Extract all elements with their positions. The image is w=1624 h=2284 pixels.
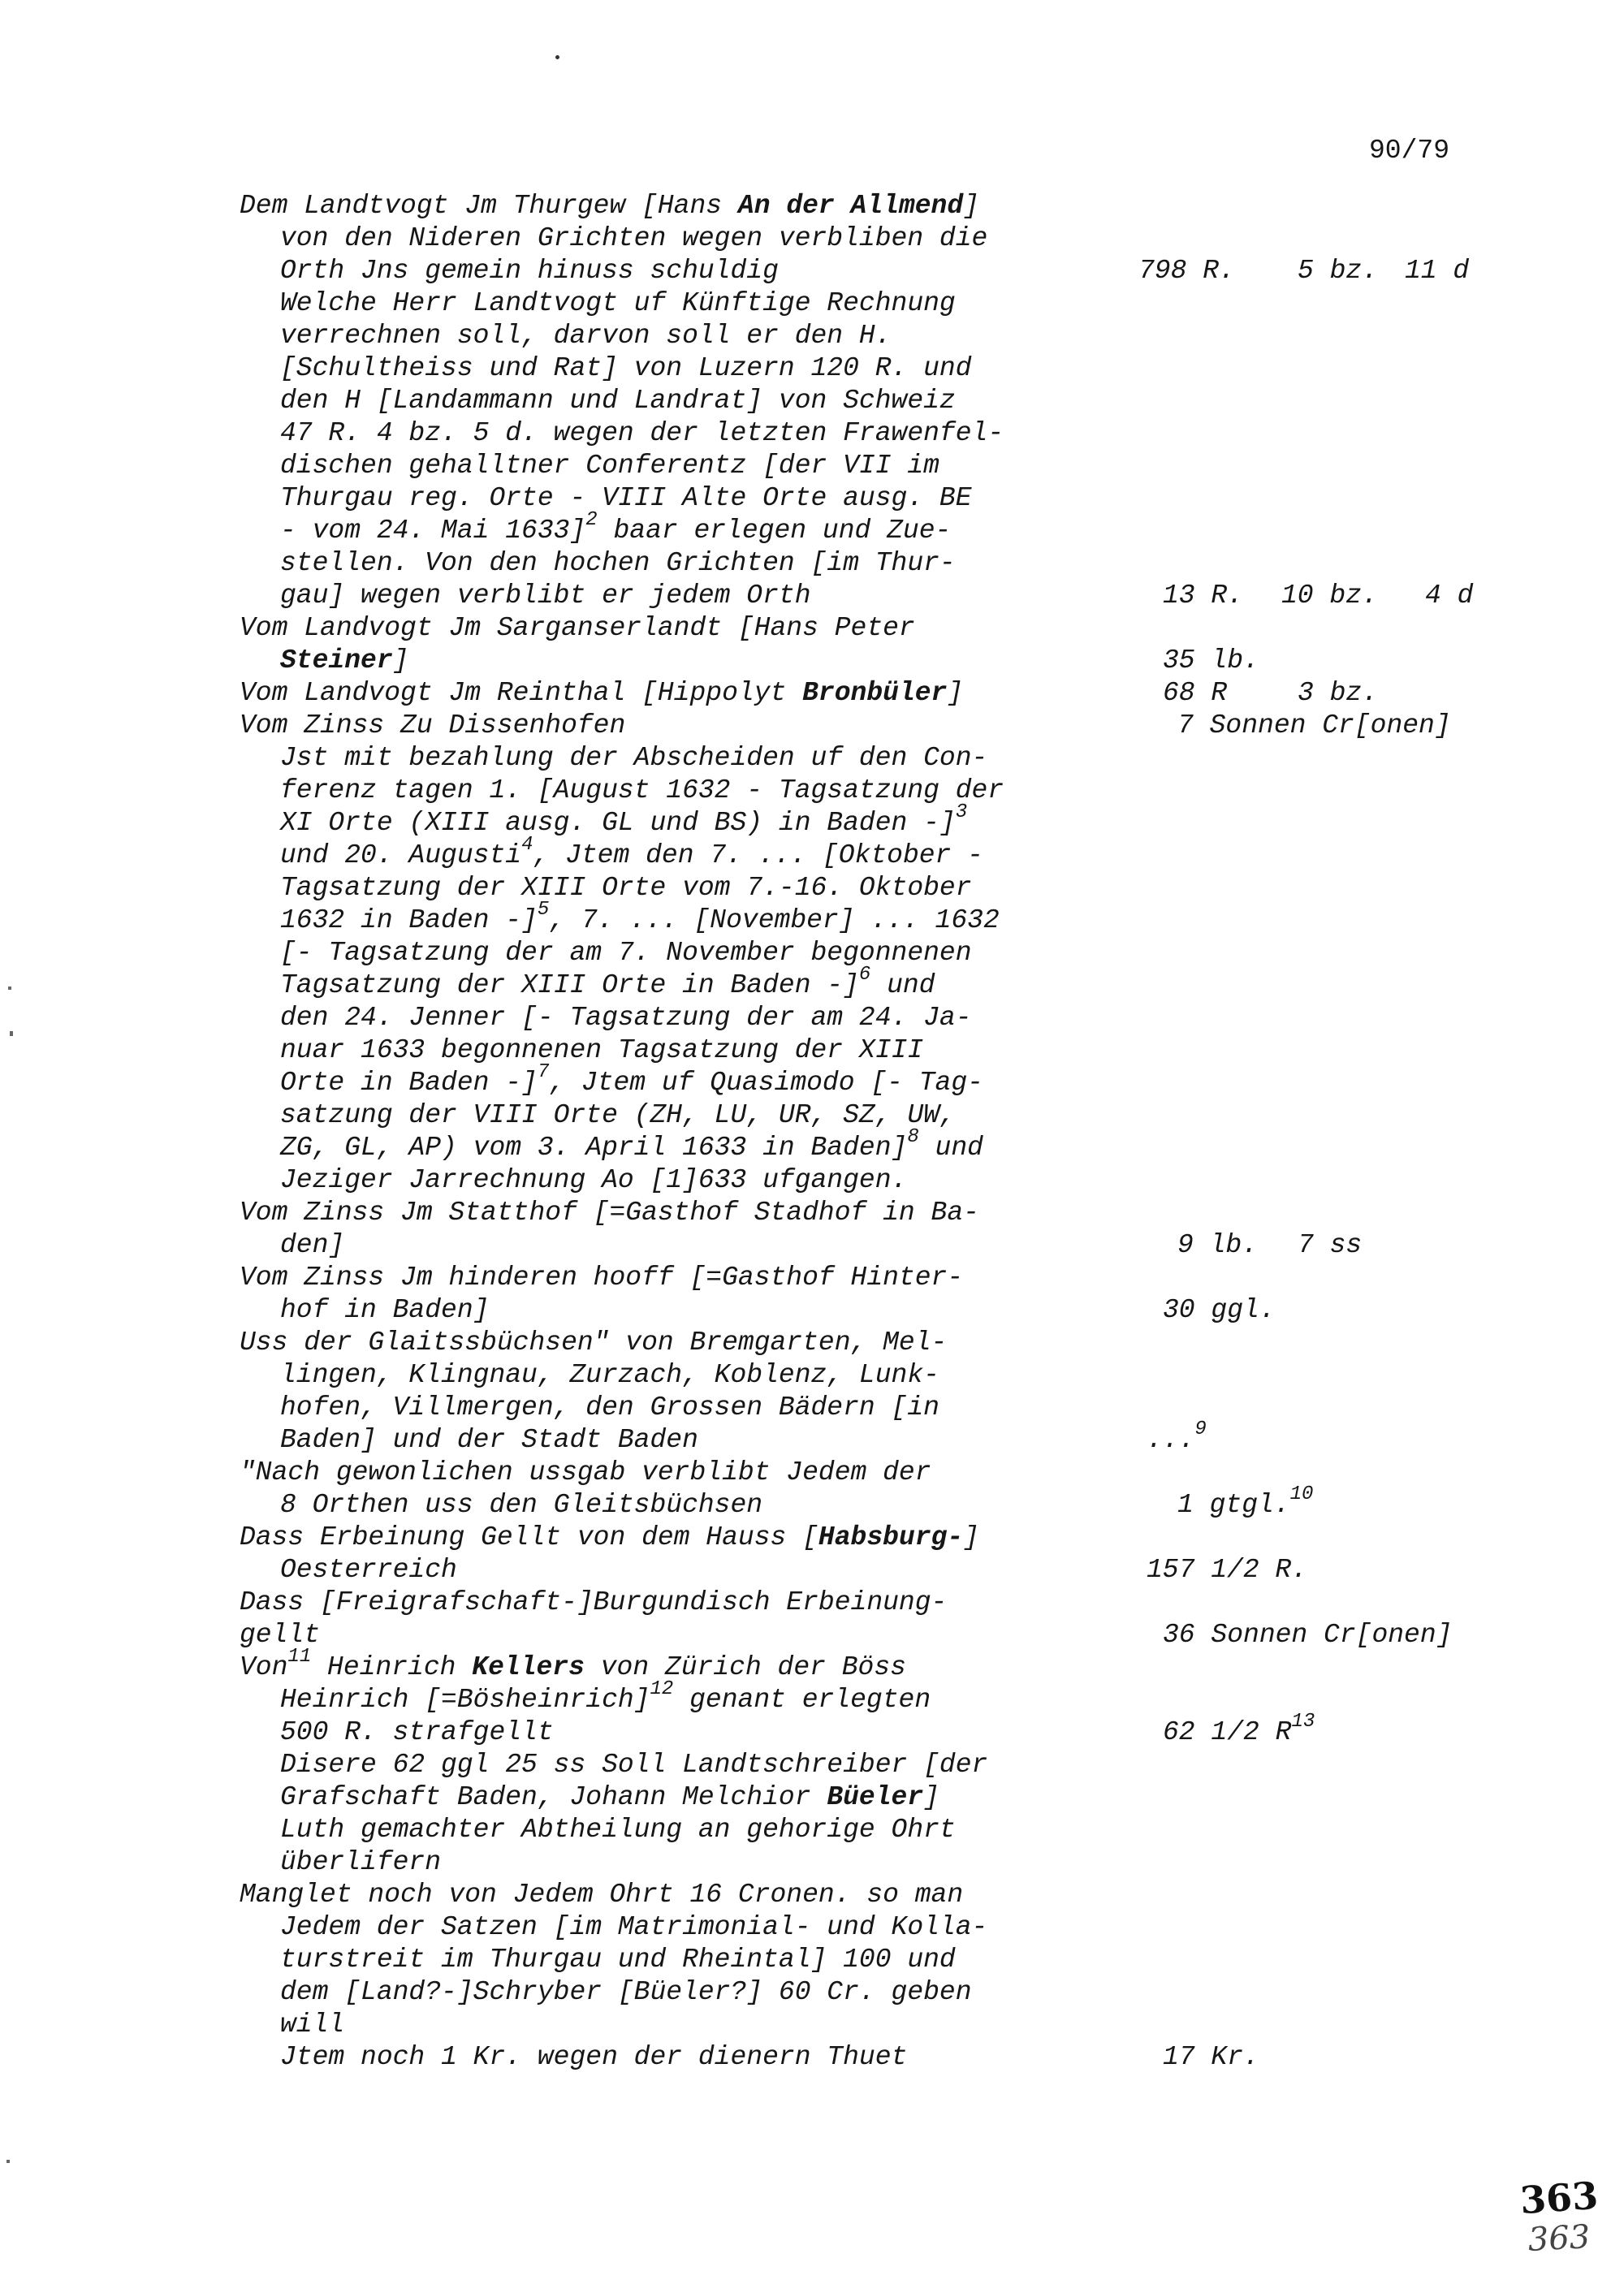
ledger-line: [0, 1457, 1624, 1489]
ledger-line-text: [240, 1587, 947, 1619]
text-run: turstreit im Thurgau und Rheintal] 100 und: [280, 1945, 956, 1975]
text-run: Welche Herr Landtvogt uf Künftige Rechnung: [280, 288, 956, 318]
ledger-line-text: [240, 1262, 963, 1294]
ledger-line: [0, 899, 1624, 937]
footnote-marker: 9: [1194, 1418, 1207, 1440]
ledger-line: [0, 352, 1624, 385]
text-run: Dem Landtvogt Jm Thurgew [Hans: [240, 191, 738, 221]
ledger-line-text: [280, 287, 956, 320]
text-run: Vom Landvogt Jm Sarganserlandt [Hans Peter: [240, 613, 915, 643]
amount-value: 7 Sonnen Cr[onen]: [1177, 710, 1451, 740]
ledger-line-text: [240, 710, 625, 742]
amount-value: 3 bz.: [1298, 678, 1379, 708]
bold-name: Kellers: [472, 1652, 585, 1682]
text-run: und: [918, 1133, 983, 1163]
footnote-marker: 13: [1291, 1711, 1315, 1733]
ledger-line-text: [280, 1781, 939, 1814]
amount-cell: [1298, 255, 1378, 287]
ledger-line: [0, 775, 1624, 807]
text-run: 1632 in Baden -]: [280, 905, 538, 935]
ledger-line-text: [280, 1944, 956, 1976]
text-run: Manglet noch von Jedem Ohrt 16 Cronen. so man: [240, 1880, 964, 1910]
text-run: baar erlegen und Zue-: [597, 516, 952, 546]
ledger-line: [0, 964, 1624, 1002]
ledger-line-text: [280, 1061, 983, 1099]
ledger-line-text: [280, 352, 972, 385]
text-run: überlifern: [280, 1847, 442, 1877]
text-run: ]: [392, 645, 409, 676]
bold-name: Büeler: [827, 1782, 924, 1812]
amount-value: 35 lb.: [1163, 645, 1259, 676]
bold-name: Steiner: [280, 645, 393, 676]
ledger-line: [0, 1099, 1624, 1132]
ledger-line: [0, 1678, 1624, 1716]
amount-cell: [1147, 1418, 1207, 1457]
text-run: satzung der VIII Orte (ZH, LU, UR, SZ, UW,: [280, 1100, 956, 1130]
margin-speck: [6, 2160, 10, 2163]
amount-value: 10 bz.: [1281, 581, 1378, 611]
text-run: ZG, GL, AP) vom 3. April 1633 in Baden]: [280, 1133, 908, 1163]
text-run: Tagsatzung der XIII Orte vom 7.-16. Oktober: [280, 873, 972, 903]
text-run: dischen gehalltner Conferentz [der VII im: [280, 451, 939, 481]
text-run: nuar 1633 begonnenen Tagsatzung der XIII: [280, 1035, 924, 1065]
ledger-line: [0, 1418, 1624, 1457]
ledger-line: [0, 255, 1624, 287]
text-run: hof in Baden]: [280, 1295, 490, 1325]
amount-cell: [1425, 580, 1473, 612]
text-run: verrechnen soll, darvon soll er den H.: [280, 321, 892, 351]
ledger-line: [0, 1126, 1624, 1164]
ledger-line: [0, 1587, 1624, 1619]
ledger-line-text: [280, 1814, 956, 1846]
text-run: lingen, Klingnau, Zurzach, Koblenz, Lunk-: [280, 1360, 939, 1390]
amount-cell: [1405, 255, 1469, 287]
text-run: ]: [947, 678, 964, 708]
amount-cell: [1177, 710, 1451, 742]
ledger-line: [0, 1911, 1624, 1944]
text-run: [- Tagsatzung der am 7. November begonnenen: [280, 938, 972, 968]
amount-value: 7 ss: [1298, 1230, 1363, 1260]
ledger-line-text: [240, 1522, 979, 1554]
text-run: Thurgau reg. Orte - VIII Alte Orte ausg. BE: [280, 483, 972, 513]
ledger-line-text: [280, 1126, 983, 1164]
ledger-line: [0, 1197, 1624, 1229]
footnote-marker: 4: [521, 834, 533, 856]
text-run: Orte in Baden -]: [280, 1068, 538, 1098]
ledger-line-text: [280, 801, 968, 840]
ledger-line-text: [240, 1457, 931, 1489]
text-run: den 24. Jenner [- Tagsatzung der am 24. Ja-: [280, 1003, 972, 1033]
text-run: und: [870, 970, 935, 1000]
text-run: , Jtem den 7. ... [Oktober -: [533, 840, 983, 870]
ledger-line: [0, 1002, 1624, 1034]
text-run: XI Orte (XIII ausg. GL und BS) in Baden -]: [280, 808, 956, 838]
ledger-line-text: [280, 1749, 987, 1781]
ledger-line: [0, 801, 1624, 840]
text-run: den H [Landammann und Landrat] von Schweiz: [280, 386, 956, 416]
ledger-line: [0, 1976, 1624, 2009]
ledger-line: [0, 1749, 1624, 1781]
ledger-line: [0, 547, 1624, 580]
ledger-line: [0, 1619, 1624, 1651]
text-run: Jtem noch 1 Kr. wegen der dienern Thuet: [280, 2042, 908, 2072]
handwritten-page-number: 363: [1518, 2173, 1600, 2223]
amount-value: 30 ggl.: [1163, 1295, 1276, 1325]
ledger-line-text: [280, 547, 956, 580]
ledger-line: [0, 320, 1624, 352]
ledger-line: [0, 834, 1624, 872]
bold-name: Bronbüler: [802, 678, 948, 708]
ledger-line: [0, 1392, 1624, 1424]
ledger-line-text: [280, 1164, 907, 1197]
text-run: 47 R. 4 bz. 5 d. wegen der letzten Frawenfel-: [280, 418, 1004, 448]
ledger-line-text: [240, 1327, 947, 1359]
text-run: Disere 62 ggl 25 ss Soll Landtschreiber [der: [280, 1750, 988, 1780]
ledger-line: [0, 580, 1624, 612]
ledger-line-text: [280, 509, 952, 547]
ledger-line-text: [280, 1392, 939, 1424]
amount-value: 157 1/2 R.: [1147, 1555, 1308, 1585]
ledger-line-text: [280, 1359, 939, 1392]
text-run: Baden] und der Stadt Baden: [280, 1425, 698, 1455]
amount-value: 62 1/2 R: [1163, 1717, 1292, 1747]
ledger-line: [0, 1359, 1624, 1392]
text-run: Dass [Freigrafschaft-]Burgundisch Erbeinung-: [240, 1587, 948, 1617]
ledger-line: [0, 1483, 1624, 1522]
amount-cell: [1281, 580, 1378, 612]
ledger-line-text: [280, 1846, 441, 1879]
ledger-line-text: [280, 417, 1004, 450]
text-run: Jst mit bezahlung der Abscheiden uf den Con-: [280, 743, 988, 773]
ledger-line-text: [280, 872, 972, 905]
ledger-line: [0, 1522, 1624, 1554]
ledger-line-text: [240, 1879, 963, 1911]
amount-value: 68 R: [1163, 678, 1228, 708]
text-run: ]: [963, 191, 979, 221]
text-run: von den Nideren Grichten wegen verbliben die: [280, 223, 988, 253]
ledger-line: [0, 645, 1624, 677]
ledger-line-text: [280, 1678, 931, 1716]
ledger-line-text: [280, 385, 956, 417]
amount-cell: [1163, 1619, 1452, 1651]
ledger-line: [0, 222, 1624, 255]
ledger-line: [0, 1846, 1624, 1879]
amount-cell: [1163, 677, 1227, 710]
amount-value: 5 bz.: [1298, 256, 1379, 286]
handwritten-pencil-number: 363: [1527, 2218, 1592, 2259]
text-run: Jedem der Satzen [im Matrimonial- und Kolla-: [280, 1912, 988, 1942]
amount-cell: [1163, 1711, 1315, 1749]
ledger-line: [0, 1646, 1624, 1684]
ledger-line-text: [280, 1294, 489, 1327]
text-run: hofen, Villmergen, den Grossen Bädern [in: [280, 1392, 939, 1423]
footnote-marker: 6: [858, 964, 871, 986]
ledger-line-text: [280, 222, 987, 255]
ledger-line: [0, 872, 1624, 905]
text-run: 8 Orthen uss den Gleitsbüchsen: [280, 1490, 763, 1520]
ledger-line: [0, 482, 1624, 515]
ink-dot: [555, 55, 559, 59]
ledger-line: [0, 677, 1624, 710]
text-run: dem [Land?-]Schryber [Büeler?] 60 Cr. geben: [280, 1977, 972, 2007]
text-run: will: [280, 2010, 345, 2040]
ledger-line: [0, 509, 1624, 547]
amount-value: 4 d: [1425, 581, 1474, 611]
amount-cell: [1138, 255, 1235, 287]
ledger-line: [0, 612, 1624, 645]
text-run: ferenz tagen 1. [August 1632 - Tagsatzung der: [280, 775, 1004, 805]
amount-cell: [1147, 1554, 1307, 1587]
footnote-marker: 12: [650, 1678, 674, 1700]
ledger-line-text: [240, 677, 963, 710]
amount-cell: [1298, 1229, 1362, 1262]
amount-value: 798 R.: [1138, 256, 1235, 286]
ledger-line: [0, 287, 1624, 320]
text-run: den]: [280, 1230, 345, 1260]
ledger-line: [0, 1711, 1624, 1749]
ledger-line-text: [280, 580, 811, 612]
text-run: ]: [963, 1522, 979, 1552]
ledger-line: [0, 937, 1624, 969]
footnote-marker: 10: [1289, 1483, 1314, 1505]
amount-cell: [1163, 645, 1259, 677]
page-number: 90/79: [1369, 136, 1450, 166]
text-run: Vom Landvogt Jm Reinthal [Hippolyt: [240, 678, 803, 708]
text-run: , 7. ... [November] ... 1632: [549, 905, 1000, 935]
text-run: Vom Zinss Jm hinderen hooff [=Gasthof Hinter-: [240, 1263, 964, 1293]
ledger-line: [0, 385, 1624, 417]
ledger-line: [0, 1554, 1624, 1587]
ledger-line-text: [240, 190, 979, 222]
text-run: ]: [923, 1782, 939, 1812]
ledger-line-text: [280, 482, 972, 515]
footnote-marker: 2: [585, 509, 598, 531]
ledger-line-text: [280, 742, 987, 775]
ledger-line: [0, 1262, 1624, 1294]
text-run: Dass Erbeinung Gellt von dem Hauss [: [240, 1522, 818, 1552]
text-run: Orth Jns gemein hinuss schuldig: [280, 256, 779, 286]
text-run: von Zürich der Böss: [584, 1652, 906, 1682]
text-run: Grafschaft Baden, Johann Melchior: [280, 1782, 827, 1812]
ledger-line-text: [280, 1002, 972, 1034]
text-run: Jeziger Jarrechnung Ao [1]633 ufgangen.: [280, 1165, 908, 1195]
ledger-line-text: [280, 899, 1000, 937]
footnote-marker: 8: [907, 1126, 919, 1148]
ledger-line-text: [280, 1716, 554, 1749]
amount-value: 9 lb.: [1177, 1230, 1259, 1260]
amount-value: 36 Sonnen Cr[onen]: [1163, 1620, 1453, 1650]
amount-cell: [1298, 677, 1378, 710]
amount-cell: [1177, 1229, 1258, 1262]
text-run: "Nach gewonlichen ussgab verblibt Jedem der: [240, 1457, 931, 1487]
amount-value: 17 Kr.: [1163, 2042, 1259, 2072]
ledger-line-text: [280, 1554, 457, 1587]
ledger-line-text: [280, 645, 408, 677]
text-run: Vom Zinss Zu Dissenhofen: [240, 710, 626, 740]
ledger-line: [0, 190, 1624, 222]
ledger-line: [0, 1327, 1624, 1359]
text-run: Vom Zinss Jm Statthof [=Gasthof Stadhof in Ba-: [240, 1198, 979, 1228]
text-run: Luth gemachter Abtheilung an gehorige Ohrt: [280, 1815, 956, 1845]
footnote-marker: 3: [955, 801, 968, 823]
ledger-line-text: [280, 1489, 762, 1522]
ledger-line: [0, 1229, 1624, 1262]
text-run: stellen. Von den hochen Grichten [im Thur-: [280, 548, 956, 578]
text-run: Oesterreich: [280, 1555, 457, 1585]
ledger-line: [0, 1879, 1624, 1911]
ledger-line-text: [280, 1229, 344, 1262]
amount-value: 13 R.: [1163, 581, 1244, 611]
ledger-line: [0, 1034, 1624, 1067]
ledger-line-text: [280, 1424, 698, 1457]
text-run: Heinrich [=Bösheinrich]: [280, 1685, 650, 1715]
ledger-line: [0, 710, 1624, 742]
text-run: Uss der Glaitssbüchsen" von Bremgarten, Mel-: [240, 1328, 948, 1358]
ledger-line: [0, 1164, 1624, 1197]
ledger-line-text: [280, 964, 935, 1002]
text-run: Von: [240, 1652, 288, 1682]
footnote-marker: 11: [287, 1646, 312, 1668]
text-run: 500 R. strafgellt: [280, 1717, 554, 1747]
ledger-line-text: [240, 612, 915, 645]
ledger-line: [0, 1814, 1624, 1846]
text-run: und 20. Augusti: [280, 840, 522, 870]
bold-name: Habsburg-: [818, 1522, 964, 1552]
amount-cell: [1177, 1483, 1314, 1522]
ledger-line: [0, 450, 1624, 482]
text-run: Tagsatzung der XIII Orte in Baden -]: [280, 970, 859, 1000]
bold-name: An der Allmend: [737, 191, 964, 221]
ledger-line-text: [280, 450, 939, 482]
text-run: Heinrich: [311, 1652, 473, 1682]
amount-value: 11 d: [1405, 256, 1470, 286]
footnote-marker: 5: [537, 899, 550, 921]
amount-value: 1 gtgl.: [1177, 1490, 1290, 1520]
ledger-line-text: [280, 1034, 923, 1067]
ledger-line: [0, 2009, 1624, 2041]
ledger-line-text: [240, 1197, 979, 1229]
ledger-line-text: [280, 255, 779, 287]
ledger-line: [0, 2041, 1624, 2074]
ledger-line-text: [280, 834, 983, 872]
ledger-line-text: [280, 1976, 972, 2009]
ledger-line: [0, 1781, 1624, 1814]
ledger-line: [0, 1944, 1624, 1976]
text-run: gau] wegen verblibt er jedem Orth: [280, 581, 811, 611]
text-run: genant erlegten: [673, 1685, 931, 1715]
ledger-line: [0, 742, 1624, 775]
amount-cell: [1163, 580, 1243, 612]
ledger-line-text: [280, 320, 892, 352]
text-run: gellt: [240, 1620, 321, 1650]
text-run: [Schultheiss und Rat] von Luzern 120 R. und: [280, 353, 972, 383]
ledger-line-text: [240, 1646, 906, 1684]
footnote-marker: 7: [537, 1061, 550, 1083]
ledger-line: [0, 417, 1624, 450]
ledger-line: [0, 1294, 1624, 1327]
ledger-line-text: [280, 2009, 344, 2041]
ledger-line-text: [280, 1099, 956, 1132]
ledger-line-text: [280, 775, 1004, 807]
amount-cell: [1163, 1294, 1276, 1327]
amount-cell: [1163, 2041, 1259, 2074]
ledger-line-text: [280, 2041, 907, 2074]
amount-value: ...: [1147, 1425, 1195, 1455]
ledger-line: [0, 1061, 1624, 1099]
ledger-line-text: [280, 1911, 987, 1944]
text-run: - vom 24. Mai 1633]: [280, 516, 586, 546]
text-run: , Jtem uf Quasimodo [- Tag-: [549, 1068, 983, 1098]
